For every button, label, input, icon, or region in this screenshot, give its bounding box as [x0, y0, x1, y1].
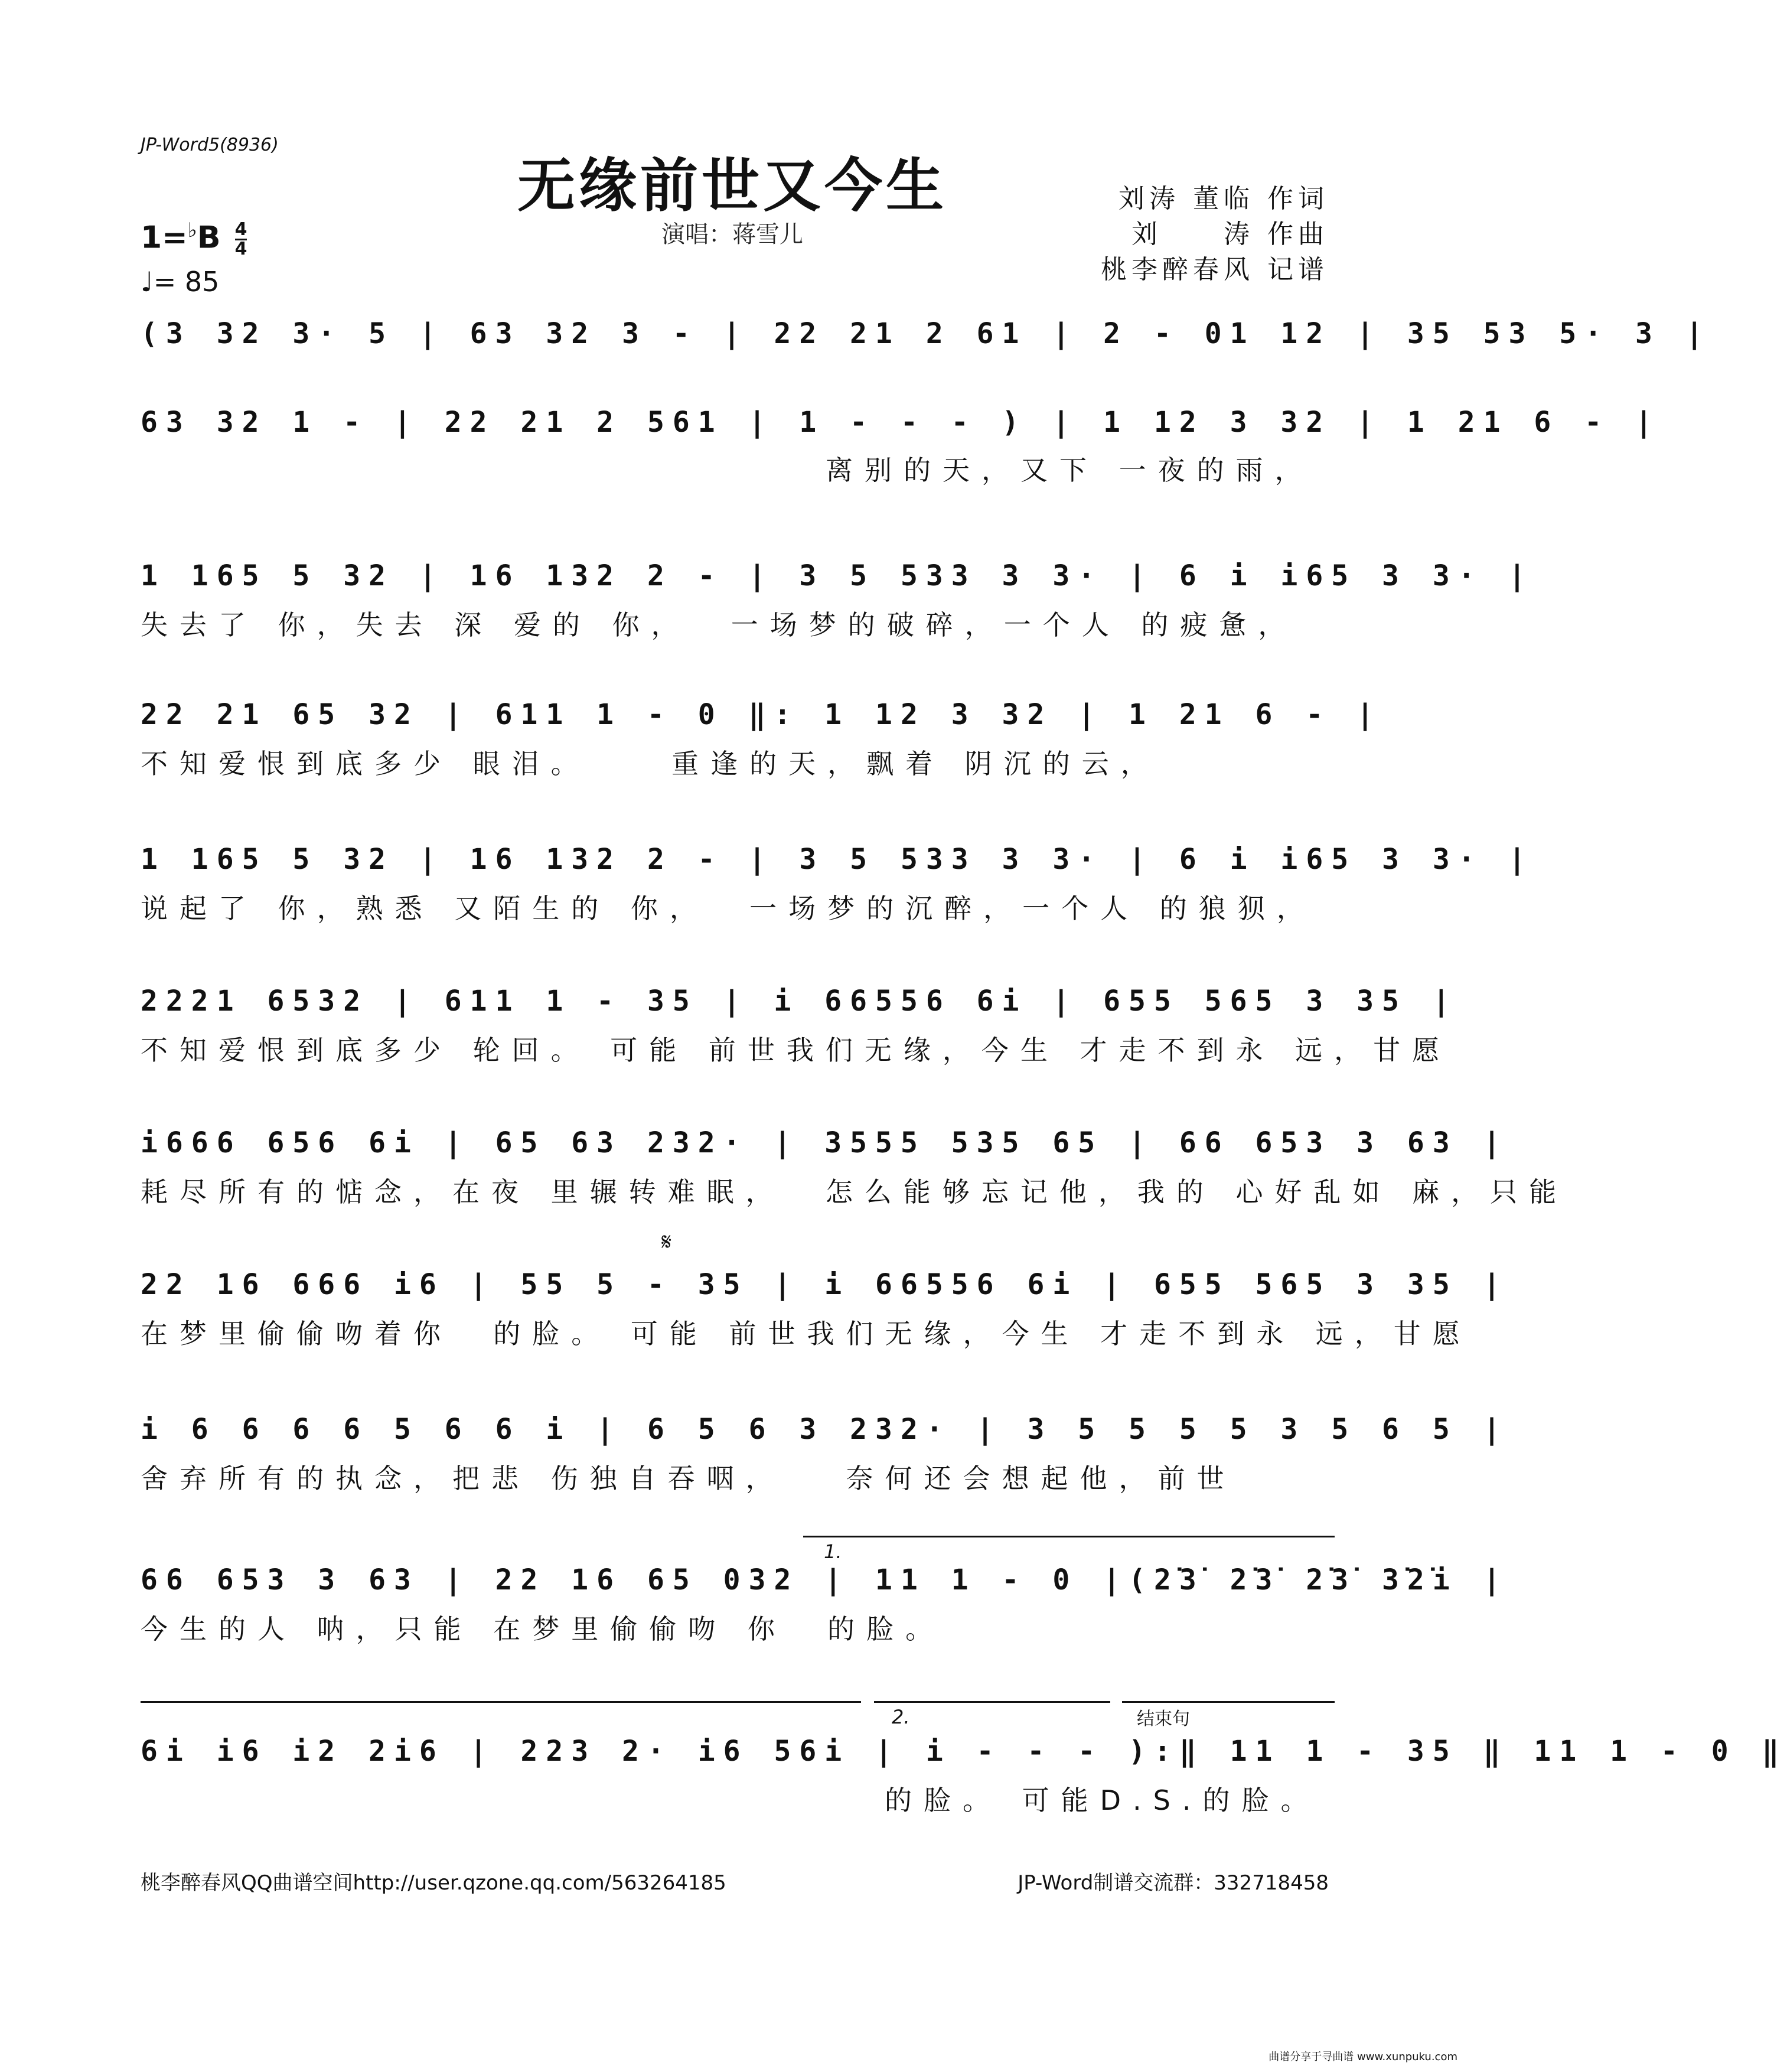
segno-mark: 𝄋 — [661, 1229, 672, 1256]
score-line-7 — [141, 1122, 1568, 1208]
score-line-3 — [141, 555, 1534, 641]
coda-bracket — [1122, 1701, 1335, 1703]
singer-credit: 演唱：蒋雪儿 — [661, 221, 803, 248]
score-line-2 — [141, 402, 1661, 486]
time-top: 4 — [234, 219, 247, 240]
score-line-11 — [141, 1731, 1787, 1816]
transcriber-credit: 桃李醉春风 记谱 — [1101, 255, 1329, 285]
key-signature — [141, 219, 247, 258]
notes-line-7: i666 656 6i | 65 63 232· | 3555 535 65 | 66 653 3 63 | — [141, 1126, 1509, 1159]
lyrics-line-4: 不知爱恨到底多少 眼泪。 重逢的天，飘着 阴沉的云， — [141, 748, 1160, 780]
lyrics-line-8: 在梦里偷偷吻着你 的脸。 可能 前世我们无缘，今生 才走不到永 远，甘愿 — [141, 1318, 1472, 1350]
lyrics-line-5: 说起了 你，熟悉 又陌生的 你， 一场梦的沉醉，一个人 的狼狈， — [141, 892, 1316, 924]
score-line-4 — [141, 694, 1382, 780]
score-line-8 — [141, 1264, 1509, 1350]
score-line-10 — [141, 1559, 1509, 1645]
time-signature — [235, 221, 247, 258]
time-bottom: 4 — [234, 238, 247, 259]
notes-line-5: 1 165 5 32 | 16 132 2 - | 3 5 533 3 3· | 6 i i65 3 3· | — [141, 843, 1534, 876]
flat-icon: ♭ — [187, 219, 197, 242]
lyrics-line-9: 舍弃所有的执念，把悲 伤独自吞咽， 奈何还会想起他，前世 — [141, 1462, 1236, 1494]
lyrics-line-11: 的脸。 可能D.S.的脸。 — [885, 1784, 1320, 1816]
song-title: 无缘前世又今生 — [517, 152, 947, 220]
composer-credit: 刘 涛 作曲 — [1131, 219, 1329, 249]
watermark: 曲谱分享于寻曲谱 www.xunpuku.com — [1268, 2051, 1457, 2063]
footer-left: 桃李醉春风QQ曲谱空间http://user.qzone.qq.com/563264185 — [141, 1871, 726, 1895]
coda-label: 结束句 — [1137, 1709, 1190, 1729]
volta-repeat-line — [141, 1701, 861, 1703]
score-line-6 — [141, 980, 1458, 1066]
software-label: JP-Word5(8936) — [141, 135, 279, 155]
notes-line-9: i 6 6 6 6 5 6 6 i | 6 5 6 3 232· | 3 5 5 5 5 3 5 6 5 | — [141, 1413, 1509, 1446]
footer-right: JP-Word制谱交流群：332718458 — [1018, 1871, 1329, 1895]
lyricist-credit: 刘涛 董临 作词 — [1118, 184, 1329, 214]
key-note: B — [197, 220, 221, 256]
lyrics-line-3: 失去了 你，失去 深 爱的 你， 一场梦的破碎，一个人 的疲惫， — [141, 609, 1297, 641]
volta-1-label: 1. — [824, 1540, 842, 1563]
notes-line-10: 66 653 3 63 | 22 16 65 032 | 11 1 - 0 |(2̇3̇ 2̇3̇ 2̇3̇ 3̇2̇i | — [141, 1563, 1509, 1597]
notes-line-6: 2221 6532 | 611 1 - 35 | i 66556 6i | 655 565 3 35 | — [141, 985, 1458, 1018]
lyrics-line-7: 耗尽所有的惦念，在夜 里辗转难眠， 怎么能够忘记他，我的 心好乱如 麻，只能 — [141, 1176, 1568, 1208]
tempo-mark: ♩= 85 — [141, 266, 220, 298]
notes-line-11: 6i i6 i2 2i6 | 223 2· i6 56i | i - - - ):‖ 11 1 - 35 ‖ 11 1 - 0 ‖ — [141, 1735, 1787, 1768]
key-prefix: 1= — [141, 220, 188, 256]
score-line-1 — [141, 313, 1711, 354]
notes-line-8: 22 16 666 i6 | 55 5 - 35 | i 66556 6i | 655 565 3 35 | — [141, 1268, 1509, 1301]
notes-line-2: 63 32 1 - | 22 21 2 561 | 1 - - - ) | 1 12 3 32 | 1 21 6 - | — [141, 406, 1661, 439]
score-line-9 — [141, 1409, 1509, 1494]
notes-line-3: 1 165 5 32 | 16 132 2 - | 3 5 533 3 3· | 6 i i65 3 3· | — [141, 559, 1534, 592]
volta-2-bracket — [874, 1701, 1110, 1703]
volta-2-label: 2. — [892, 1706, 910, 1728]
notes-line-4: 22 21 65 32 | 611 1 - 0 ‖: 1 12 3 32 | 1 21 6 - | — [141, 698, 1382, 731]
notes-line-1: (3 32 3· 5 | 63 32 3 - | 22 21 2 61 | 2 - 01 12 | 35 53 5· 3 | — [141, 317, 1711, 350]
lyrics-line-2: 离别的天，又下 一夜的雨， — [826, 454, 1314, 486]
score-line-5 — [141, 839, 1534, 924]
volta-1-bracket — [803, 1536, 1335, 1549]
lyrics-line-10: 今生的人 呐，只能 在梦里偷偷吻 你 的脸。 — [141, 1613, 945, 1645]
lyrics-line-6: 不知爱恨到底多少 轮回。 可能 前世我们无缘，今生 才走不到永 远，甘愿 — [141, 1034, 1452, 1066]
